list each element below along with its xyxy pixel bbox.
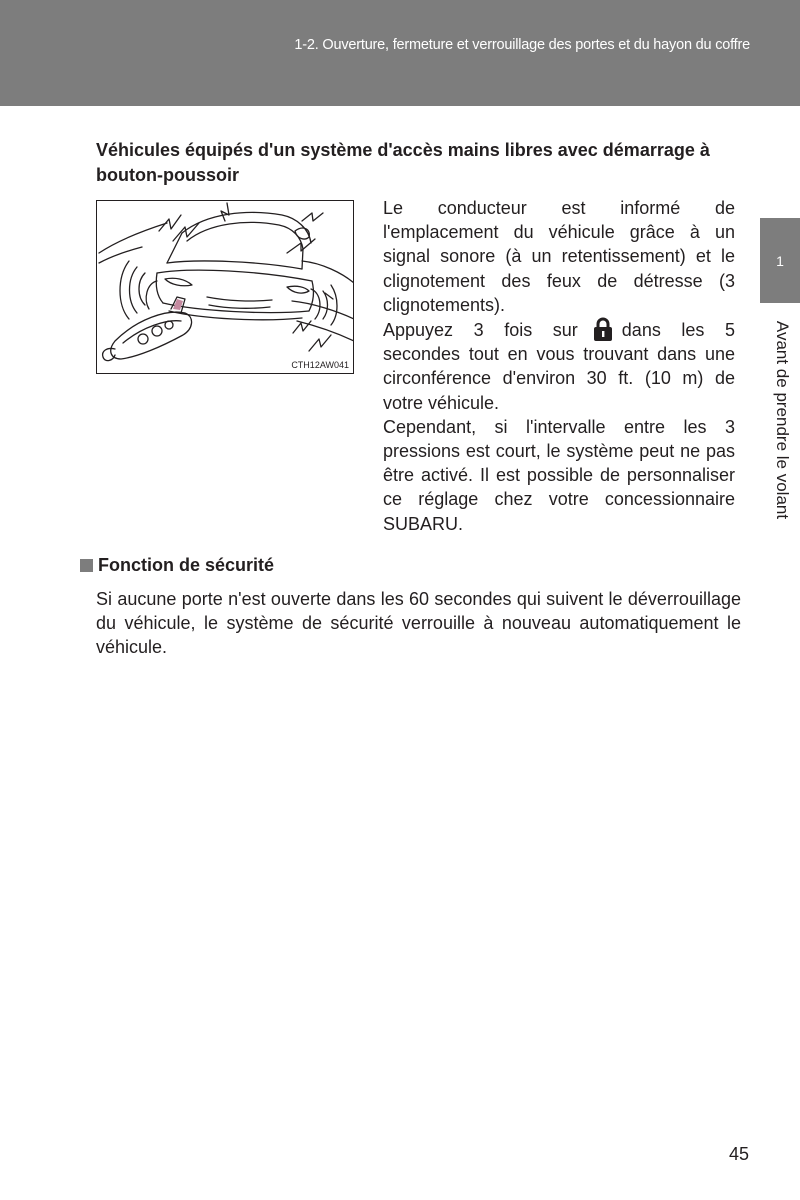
car-locating-illustration <box>96 200 354 374</box>
lock-icon <box>592 317 614 341</box>
press-text-before: Appuyez 3 fois sur <box>383 320 578 341</box>
press-text-after: dans les 5 secondes tout en vous trouvant dans une circonférence d'environ 30 ft. (10 m) de votre véhicule. <box>383 320 735 413</box>
chapter-tab-label: Avant de prendre le volant <box>773 320 792 520</box>
chapter-title: 1-2. Ouverture, fermeture et verrouillage des portes et du hayon du coffre <box>294 37 750 53</box>
section-heading: Véhicules équipés d'un système d'accès mains libres avec démarrage à bouton-poussoir <box>96 140 710 185</box>
square-bullet-icon <box>80 559 93 572</box>
paragraph-signal: Le conducteur est informé de l'emplacement du véhicule grâce à un signal sonore (à un retentissement) et le clignotement des feux de détresse (3 clignotements). <box>383 198 735 315</box>
figure-code: CTH12AW041 <box>291 360 349 370</box>
car-and-key-drawing <box>97 201 354 374</box>
chapter-tab-number: 1 <box>760 218 800 303</box>
instructions-text <box>383 196 735 536</box>
paragraph-interval: Cependant, si l'intervalle entre les 3 pressions est court, le système peut ne pas être activé. Il est possible de personnaliser ce réglage chez votre concessionnaire SUBARU. <box>383 416 735 534</box>
paragraph-press <box>383 317 735 415</box>
page-header <box>0 0 800 106</box>
security-heading-text: Fonction de sécurité <box>98 555 275 575</box>
security-heading <box>80 555 274 576</box>
security-body: Si aucune porte n'est ouverte dans les 60 secondes qui suivent le déverrouillage du véhicule, le système de sécurité verrouille à nouveau automatiquement le véhicule. <box>96 589 741 658</box>
page-number: 45 <box>728 1144 749 1164</box>
